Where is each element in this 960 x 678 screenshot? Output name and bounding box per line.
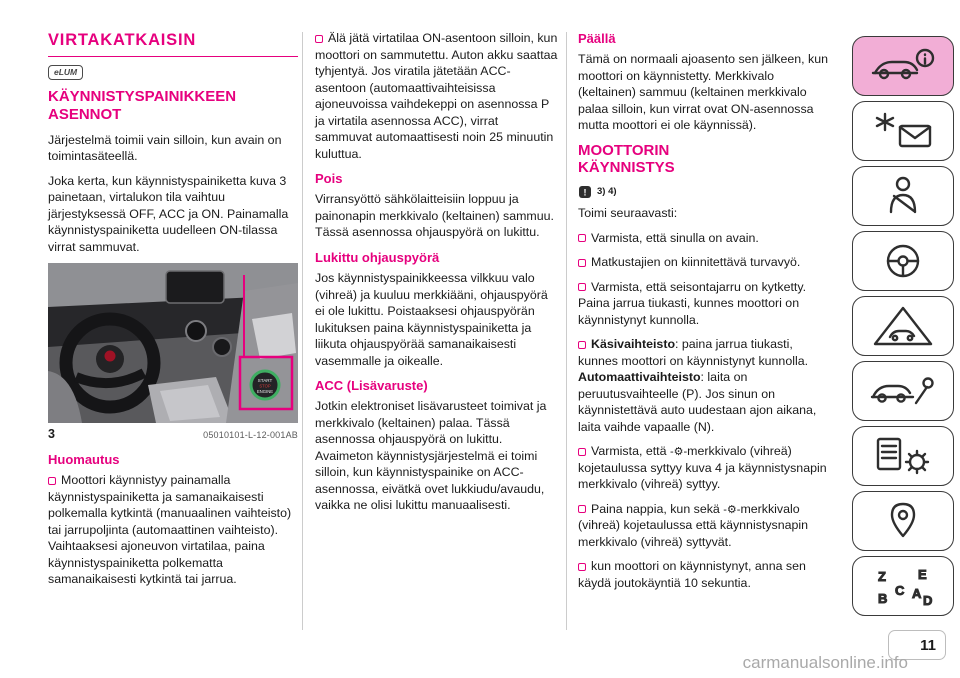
- sidebar-tab-servicing[interactable]: [852, 361, 954, 421]
- car-wrench-icon: [870, 369, 936, 413]
- paragraph: Virransyöttö sähkölaitteisiin loppuu ja painonapin merkkivalo (keltainen) sammuu. Tässä asennossa ohjauspyörä on lukittu.: [315, 192, 554, 240]
- warning-triangle-car-icon: [870, 304, 936, 348]
- note-text: Älä jätä virtatilaa ON-asentoon silloin, kun moottori on sammutettu. Auton akku saattaa tyhjentyä. Jos viratila jätetään ACC-asentoon (automaattivaihteisissa ajoneuvoissa vaihdekeppi on asennossa P ja virtatila asennossa ACC), virrat sammuvat automaattisesti noin 25 minuutin kuluttua.: [315, 31, 558, 161]
- note-bullet-icon: [578, 234, 586, 242]
- step-text: Paina nappia, kun sekä: [591, 501, 724, 516]
- figure-number: 3: [48, 427, 55, 442]
- warning-note-icon: [578, 185, 592, 199]
- page-number: 11: [888, 630, 946, 660]
- paragraph: Joka kerta, kun käynnistyspainiketta kuva 3 painetaan, virtalukon tila vaihtuu järjestyksessä OFF, ACC ja ON. Painamalla käynnistyspainiketta uudelleen ON-tilassa virrat sammuvat.: [48, 173, 289, 254]
- paragraph: Jotkin elektroniset lisävarusteet toimivat ja merkkivalo (keltainen) palaa. Tässä asennossa ohjauspyörä on lukittu. Avaimeton käynnistysjärjestelmä ei toimi silloin, kun käynnistyspainike on ACC-asennossa, eivätkä ovet lukkiudu/avaudu, vaikka ne olisi lukittu manuaalisesti.: [315, 399, 547, 513]
- section-heading-engine-start: MOOTTORIN KÄYNNISTYS: [578, 141, 675, 177]
- steering-wheel-icon: [870, 239, 936, 283]
- paragraph: Järjestelmä toimii vain silloin, kun avain on toimintasäteellä.: [48, 132, 282, 164]
- note-bullet-icon: [578, 283, 586, 291]
- svg-text:C: C: [895, 583, 905, 598]
- intro-text: Toimi seuraavasti:: [578, 206, 678, 221]
- sub-heading-on: Päällä: [578, 31, 616, 46]
- note-bullet-icon: [578, 563, 586, 571]
- note-bullet-icon: [315, 35, 323, 43]
- sidebar-tab-vehicle-info[interactable]: [852, 36, 954, 96]
- dashboard-photo: [48, 263, 298, 423]
- specs-gear-icon: [870, 434, 936, 478]
- note-paragraph: [315, 30, 558, 162]
- footnote-refs: 3) 4): [597, 186, 617, 198]
- svg-text:ENGINE: ENGINE: [256, 389, 274, 395]
- figure-dashboard: [48, 263, 298, 443]
- sidebar-tab-alphabetical-index[interactable]: [852, 556, 954, 616]
- step-text: merkkivalo (vihreä) kojetaulussa että käynnistysnapin merkkivalo (vihreä) syttyvät.: [578, 501, 809, 549]
- sub-heading-off: Pois: [315, 171, 343, 186]
- steering-wheel-badge: [105, 351, 116, 362]
- step-text: Varmista, että sinulla on avain.: [591, 230, 759, 245]
- note-paragraph: [48, 472, 298, 588]
- step-text: : laita on peruutusvaihteelle (P). Jos sinun on käynnistettävä auto uudestaan ajon aikana, laita vaihde vapaalle (N).: [578, 370, 817, 434]
- footnote-row: [578, 185, 830, 199]
- map-pin-icon: [870, 499, 936, 543]
- column-left: [48, 30, 298, 596]
- column-divider: [566, 32, 567, 630]
- note-bullet-icon: [578, 259, 586, 267]
- step-text: kun moottori on käynnistynyt, anna sen käydä joutokäyntiä 10 sekuntia.: [578, 559, 806, 590]
- step-item: [578, 279, 830, 329]
- figure-caption: [48, 426, 298, 443]
- note-heading: Huomautus: [48, 451, 120, 467]
- section-tab-sidebar: [852, 36, 954, 616]
- step-item: [578, 443, 830, 493]
- sidebar-tab-getting-started[interactable]: [852, 101, 954, 161]
- transmission-indicator-icon: -⚙-: [669, 446, 688, 459]
- paragraph: Jos käynnistyspainikkeessa vilkkuu valo (vihreä) ja kuuluu merkkiääni, ohjauspyörä ei ole lukittu. Poistaaksesi ohjauspyörän lukituksen paina käynnistyspainiketta ja liikuta ohjauspyörää samanaikaisesti vasemmalle ja oikealle.: [315, 271, 548, 368]
- svg-text:Z: Z: [878, 569, 886, 584]
- step-text: merkkivalo (vihreä) kojetaulussa syttyy kuva 4 ja käynnistysnapin merkkivalo (vihreä) syttyy.: [578, 444, 827, 492]
- column-divider: [302, 32, 303, 630]
- sidebar-tab-starting-driving[interactable]: [852, 231, 954, 291]
- sub-heading-locked-steering: Lukittu ohjauspyörä: [315, 249, 440, 265]
- svg-text:!: !: [583, 187, 587, 198]
- step-text-bold: Automaattivaihteisto: [578, 370, 701, 385]
- section-heading-start-button-positions: KÄYNNISTYSPAINIKKEEN ASENNOT: [48, 88, 237, 123]
- note-bullet-icon: [48, 477, 56, 485]
- car-info-icon: [870, 44, 936, 88]
- alphabet-index-icon: [870, 564, 936, 608]
- step-text: : paina jarrua tiukasti, kunnes moottori on käynnistynyt kunnolla.: [578, 337, 809, 368]
- step-text: Matkustajien on kiinnitettävä turvavyö.: [591, 255, 801, 270]
- manual-logo-icon: eLUM: [48, 65, 83, 80]
- step-item: [578, 501, 830, 551]
- svg-text:E: E: [918, 567, 927, 582]
- note-bullet-icon: [578, 341, 586, 349]
- sidebar-tab-multimedia-map[interactable]: [852, 491, 954, 551]
- star-envelope-icon: [870, 109, 936, 153]
- start-button-label: START: [257, 378, 273, 384]
- column-middle: [315, 30, 558, 522]
- svg-text:A: A: [912, 586, 922, 601]
- step-text: Varmista, että seisontajarru on kytketty. Paina jarrua tiukasti, kunnes moottori on käynnistynyt kunnolla.: [578, 279, 807, 327]
- step-text: Varmista, että: [591, 444, 670, 459]
- svg-text:B: B: [878, 591, 888, 606]
- sub-heading-acc: ACC (Lisävaruste): [315, 378, 428, 394]
- transmission-indicator-icon: -⚙-: [723, 503, 741, 516]
- step-item: [578, 230, 830, 247]
- sidebar-tab-technical-specs[interactable]: [852, 426, 954, 486]
- sidebar-tab-emergency[interactable]: [852, 296, 954, 356]
- svg-text:D: D: [923, 593, 933, 608]
- figure-code: 05010101-L-12-001AB: [203, 430, 298, 441]
- note-bullet-icon: [578, 448, 586, 456]
- step-item: [578, 336, 830, 435]
- sidebar-tab-safety[interactable]: [852, 166, 954, 226]
- seatbelt-person-icon: [870, 174, 936, 218]
- step-text-bold: Käsivaihteisto: [591, 337, 676, 352]
- paragraph: Tämä on normaali ajoasento sen jälkeen, kun moottori on käynnistetty. Merkkivalo (keltainen) sammuu (keltainen merkkivalo palaa silloin, kun virrat ovat ON-asennossa mutta moottori ei ole käynnissä).: [578, 52, 829, 133]
- svg-text:STOP: STOP: [259, 383, 271, 389]
- column-right: [578, 30, 830, 599]
- page-title: VIRTAKATKAISIN: [48, 30, 298, 57]
- watermark: carmanualsonline.info: [742, 653, 908, 672]
- note-text: Moottori käynnistyy painamalla käynnistyspainiketta ja samanaikaisesti polkemalla kytkintä (manuaalinen vaihteisto) tai jarrupoljinta (automaattinen vaihteisto). Vaihtaaksesi ajoneuvon virtatilaa, paina käynnistyspainiketta polkematta samanaikaisesti kytkintä tai jarrua.: [48, 473, 292, 587]
- step-item: [578, 254, 830, 271]
- note-bullet-icon: [578, 505, 586, 513]
- step-item: [578, 558, 830, 591]
